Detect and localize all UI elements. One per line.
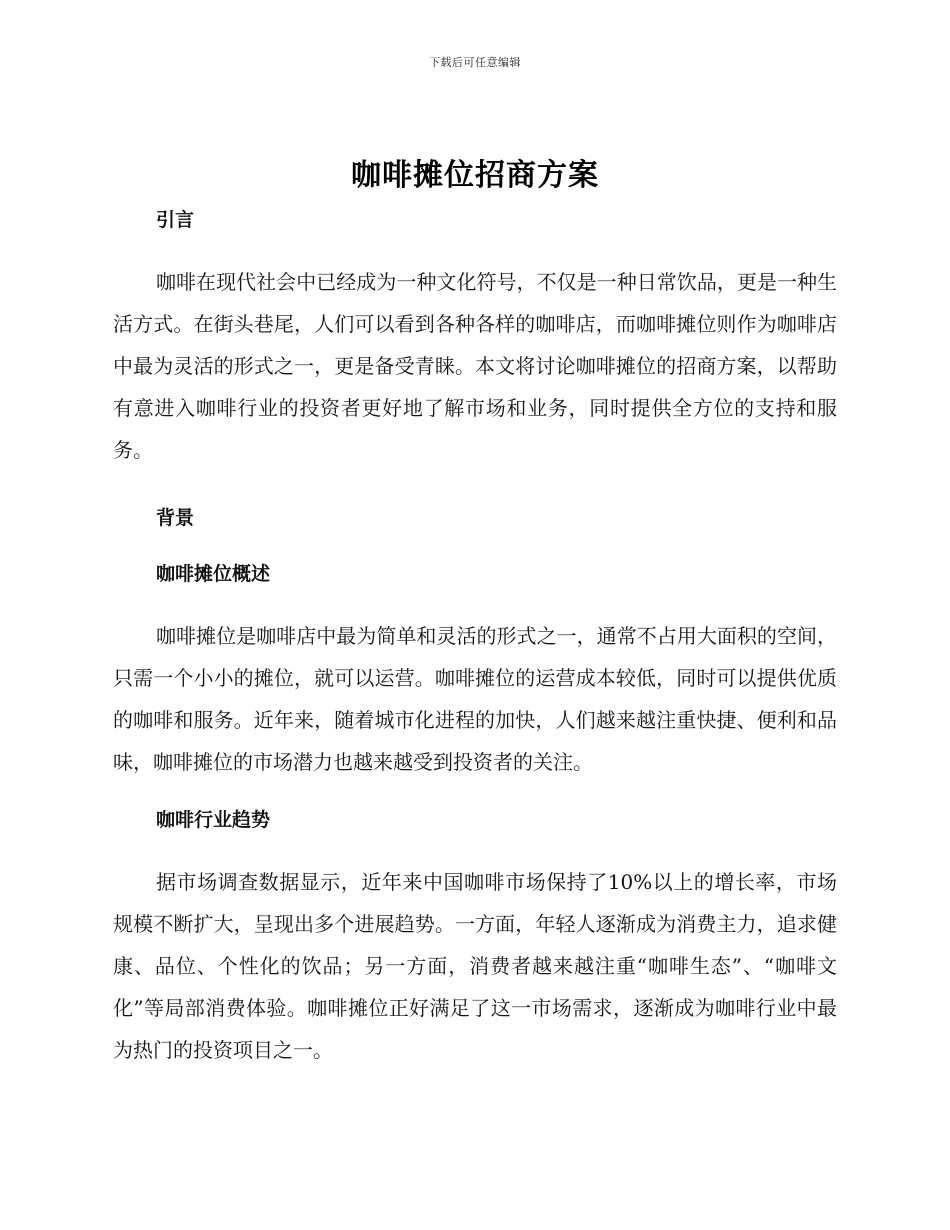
section-heading-overview: 咖啡摊位概述 — [156, 563, 271, 585]
header-note: 下载后可任意编辑 — [429, 56, 521, 69]
section-paragraph-overview: 咖啡摊位是咖啡店中最为简单和灵活的形式之一，通常不占用大面积的空间，只需一个小小的摊位，就可以运营。咖啡摊位的运营成本较低，同时可以提供优质的咖啡和服务。近年来，随着城市化进程的加快，人们越来越注重快捷、便利和品味，咖啡摊位的市场潜力也越来越受到投资者的关注。 — [113, 624, 837, 774]
section-paragraph-trends: 据市场调查数据显示，近年来中国咖啡市场保持了10%以上的增长率，市场规模不断扩大，呈现出多个进展趋势。一方面，年轻人逐渐成为消费主力，追求健康、品位、个性化的饮品；另一方面，消费者越来越注重“咖啡生态”、“咖啡文化”等局部消费体验。咖啡摊位正好满足了这一市场需求，逐渐成为咖啡行业中最为热门的投资项目之一。 — [113, 870, 837, 1062]
section-heading-background: 背景 — [156, 507, 195, 529]
section-paragraph-intro: 咖啡在现代社会中已经成为一种文化符号，不仅是一种日常饮品，更是一种生活方式。在街头巷尾，人们可以看到各种各样的咖啡店，而咖啡摊位则作为咖啡店中最为灵活的形式之一，更是备受青睐。本文将讨论咖啡摊位的招商方案，以帮助有意进入咖啡行业的投资者更好地了解市场和业务，同时提供全方位的支持和服务。 — [113, 270, 837, 462]
document-title: 咖啡摊位招商方案 — [351, 158, 599, 193]
section-heading-trends: 咖啡行业趋势 — [156, 809, 271, 831]
document-body — [113, 203, 837, 1071]
section-heading-intro: 引言 — [156, 209, 195, 231]
